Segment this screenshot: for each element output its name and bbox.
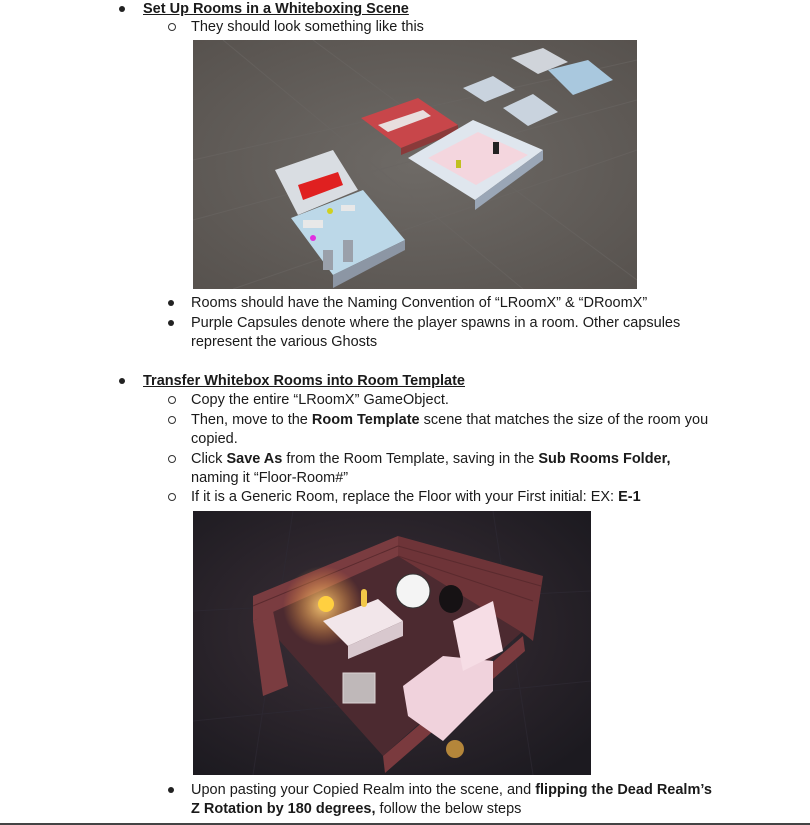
bold-room-template: Room Template [311,412,420,428]
sub-bullet-circle [168,455,176,463]
bullet-dot [168,787,174,793]
bold-e1: E-1 [618,489,641,505]
whitebox-scene-image [193,40,637,289]
sub-item-copy: Copy the entire “LRoomX” GameObject. [191,392,449,408]
sub-bullet-circle [168,493,176,501]
sub-item-move [191,411,708,429]
text-run: scene that matches the size of the room you [419,412,709,428]
section-heading-setup: Set Up Rooms in a Whiteboxing Scene [143,1,409,17]
sub-bullet-circle [168,23,176,31]
text-run: Click [191,451,227,467]
sub-item-save [191,450,671,468]
sub-item-save-line2: naming it “Floor-Room#” [191,470,349,486]
sub-item-generic [191,488,641,506]
bullet-naming-convention: Rooms should have the Naming Convention of “LRoomX” & “DRoomX” [191,295,648,311]
room-template-image [193,511,591,775]
bullet-dot [168,300,174,306]
text-run: Then, move to the [191,412,312,428]
text-run: If it is a Generic Room, replace the Floor with your First initial: EX: [191,489,619,505]
sub-item-look: They should look something like this [191,19,424,35]
bullet-dot [119,6,125,12]
bold-save-as: Save As [226,451,283,467]
text-run: Upon pasting your Copied Realm into the scene, and [191,782,536,798]
sub-item-move-line2: copied. [191,431,238,447]
bold-flipping: flipping the Dead Realm’s [535,782,712,798]
text-run: from the Room Template, saving in the [282,451,539,467]
bold-sub-rooms-folder: Sub Rooms Folder, [538,451,671,467]
bullet-capsules-line2: represent the various Ghosts [191,334,378,350]
section-heading-transfer: Transfer Whitebox Rooms into Room Template [143,373,465,389]
sub-bullet-circle [168,396,176,404]
bullet-pasting-line1 [191,781,712,799]
text-run: follow the below steps [375,801,522,817]
bullet-dot [119,378,125,384]
sub-bullet-circle [168,416,176,424]
bullet-pasting-line2 [191,800,521,818]
bold-z-rotation: Z Rotation by 180 degrees, [191,801,376,817]
bullet-capsules-line1: Purple Capsules denote where the player spawns in a room. Other capsules [191,315,681,331]
bullet-dot [168,320,174,326]
